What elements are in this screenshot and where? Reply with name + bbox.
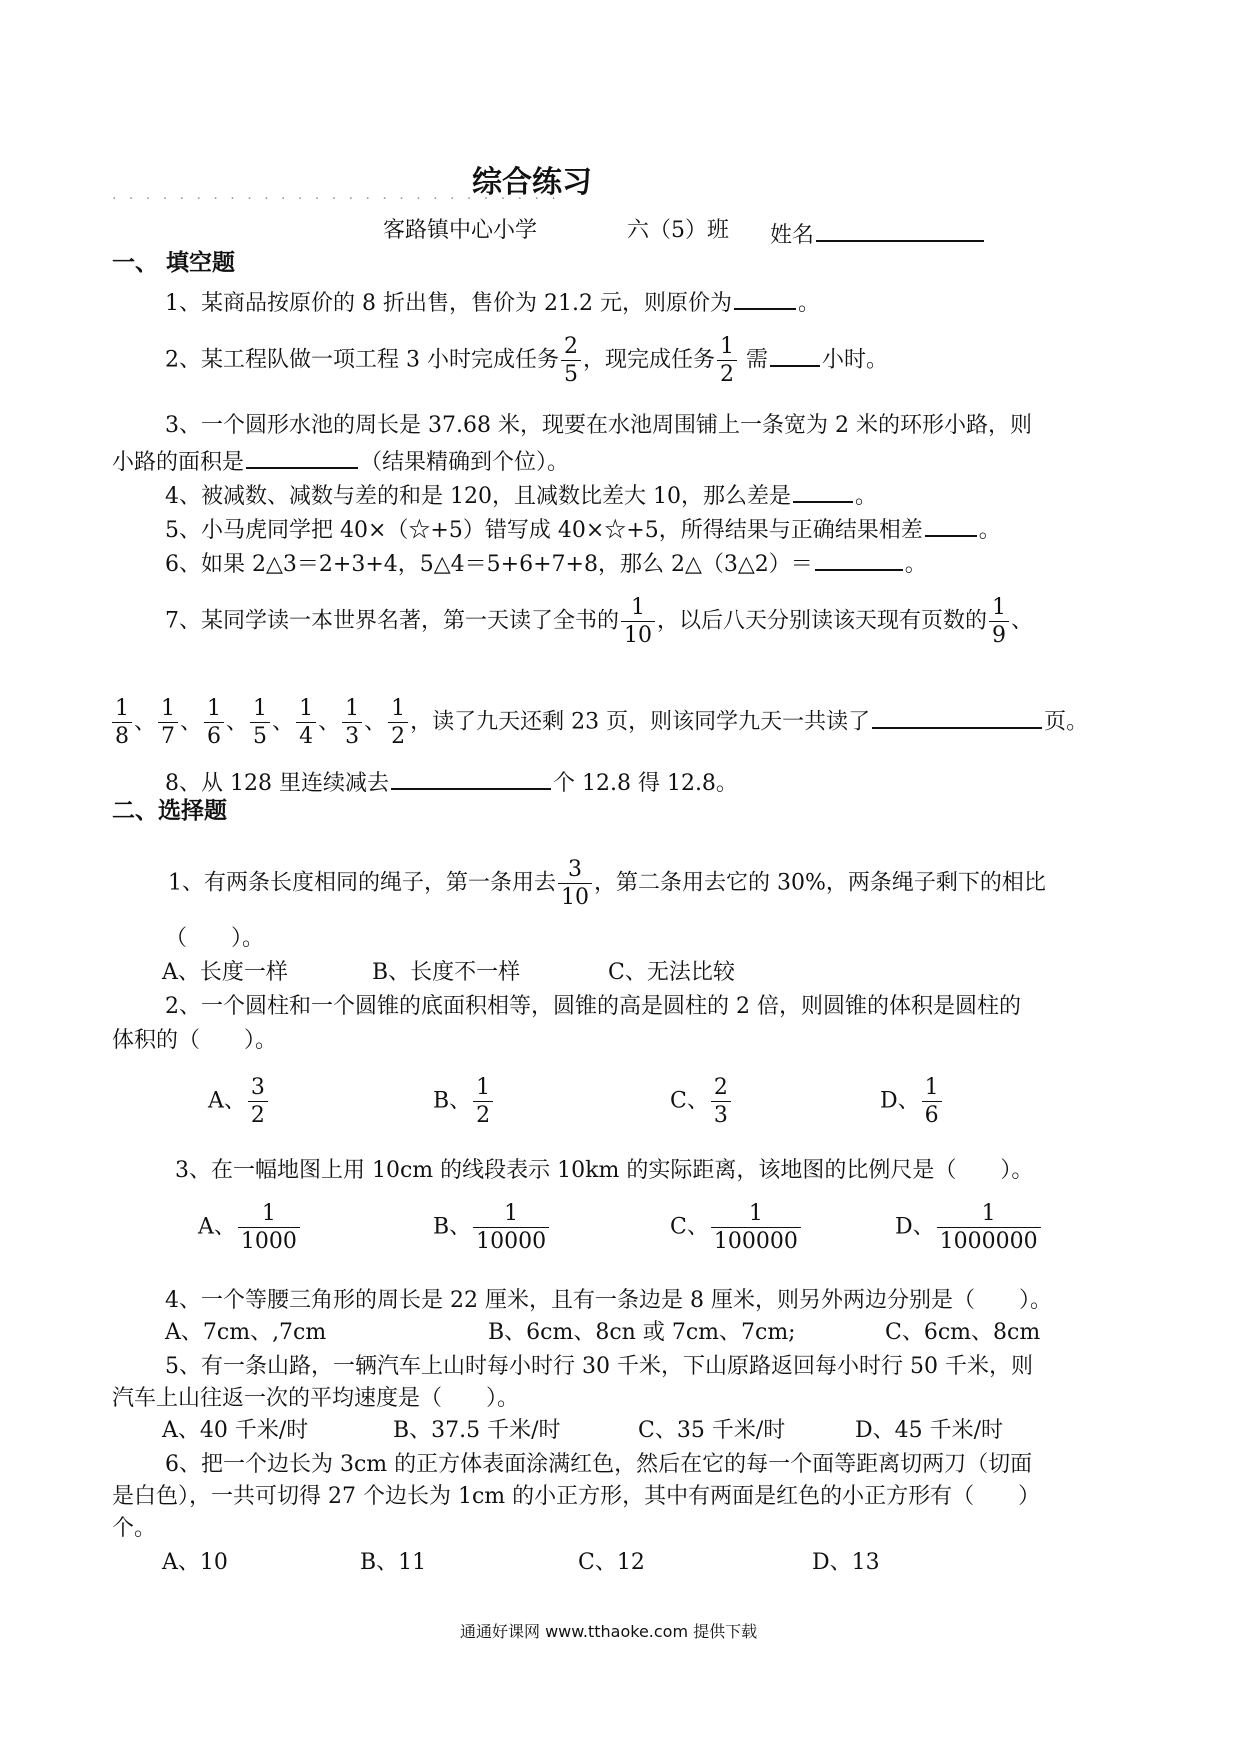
frac-den: 9	[989, 621, 1009, 647]
fill-q8-end: 个 12.8 得 12.8。	[552, 771, 738, 796]
fill-q7-text: 7、某同学读一本世界名著，第一天读了全书的	[165, 608, 619, 634]
frac-num: 1	[253, 696, 268, 721]
fill-q7-blank[interactable]	[872, 707, 1042, 729]
frac-num: 1	[115, 696, 129, 721]
fill-q5-end: 。	[978, 518, 1001, 543]
frac-num: 1	[992, 595, 1007, 620]
frac-den: 7	[158, 722, 178, 748]
frac-num: 1	[924, 1075, 939, 1100]
fraction	[248, 1076, 268, 1127]
frac-num: 1	[981, 1201, 996, 1226]
frac-num: 1	[631, 595, 645, 620]
fraction	[388, 697, 408, 748]
fill-q1-text: 1、某商品按原价的 8 折出售，售价为 21.2 元，则原价为	[165, 291, 732, 316]
separator: 、	[180, 709, 203, 735]
separator: 、	[318, 709, 341, 735]
fill-q3-blank[interactable]	[246, 447, 358, 469]
fraction	[204, 697, 224, 748]
choice-q5-line2: 汽车上山往返一次的平均速度是（ ）。	[112, 1386, 520, 1411]
section1-heading: 一、 填空题	[112, 250, 236, 276]
frac-den: 2	[248, 1101, 268, 1127]
frac-num: 1	[720, 334, 734, 359]
choice-q5-line1: 5、有一条山路，一辆汽车上山时每小时行 30 千米，下山原路返回每小时行 50 千米，则	[165, 1354, 1033, 1379]
fraction	[558, 858, 592, 909]
fraction	[296, 697, 316, 748]
fill-q6	[165, 549, 927, 576]
choice-q2-line2: 体积的（ ）。	[112, 1028, 278, 1053]
fill-q8	[165, 768, 738, 795]
choice-q5-option-a[interactable]: A、40 千米/时	[162, 1418, 309, 1443]
choice-q6-option-b[interactable]: B、11	[360, 1550, 427, 1575]
fill-q7-sep: 、	[1011, 608, 1034, 634]
frac-den: 4	[296, 722, 316, 748]
option-label: D、	[895, 1214, 935, 1240]
frac-num: 3	[250, 1075, 265, 1100]
frac-den: 2	[717, 360, 737, 386]
fraction-list	[110, 696, 410, 750]
option-label: A、	[198, 1214, 236, 1240]
choice-q3-option-d[interactable]	[895, 1202, 1043, 1253]
fraction	[711, 1076, 731, 1127]
fill-q5-blank[interactable]	[925, 515, 977, 537]
choice-q1-option-b[interactable]: B、长度不一样	[372, 960, 521, 985]
fill-q7-line1	[165, 596, 1033, 647]
frac-den: 10000	[473, 1227, 549, 1253]
choice-q1-option-c[interactable]: C、无法比较	[608, 960, 735, 985]
choice-q2-option-c[interactable]	[670, 1076, 733, 1127]
fill-q2-text: 2、某工程队做一项工程 3 小时完成任务	[165, 347, 559, 373]
frac-num: 1	[161, 696, 176, 721]
fill-q6-text: 6、如果 2△3＝2+3+4，5△4＝5+6+7+8，那么 2△（3△2）＝	[165, 552, 813, 577]
page-title: 综合练习	[472, 165, 592, 200]
option-label: B、	[433, 1214, 472, 1240]
fill-q2-text3: 需	[746, 347, 769, 373]
section2-heading: 二、选择题	[112, 798, 227, 824]
choice-q4-option-a[interactable]: A、7cm、,7cm	[165, 1320, 327, 1345]
choice-q1-text: 1、有两条长度相同的绳子，第一条用去	[168, 870, 556, 896]
fill-q1	[165, 288, 820, 315]
name-blank[interactable]	[816, 220, 984, 242]
choice-q2-option-a[interactable]	[208, 1076, 270, 1127]
fill-q4	[165, 481, 877, 508]
frac-num: 1	[207, 696, 222, 721]
name-label: 姓名	[770, 223, 815, 248]
separator: 、	[226, 709, 249, 735]
frac-den: 6	[204, 722, 224, 748]
fill-q3-line2	[112, 447, 569, 474]
frac-den: 100000	[711, 1227, 801, 1253]
choice-q6-line3: 个。	[112, 1516, 157, 1541]
fraction	[473, 1076, 493, 1127]
frac-den: 3	[711, 1101, 731, 1127]
class-name: 六（5）班	[627, 218, 729, 243]
fraction	[711, 1202, 801, 1253]
fraction	[561, 335, 581, 386]
fill-q4-end: 。	[854, 484, 877, 509]
fill-q3-line1: 3、一个圆形水池的周长是 37.68 米，现要在水池周围铺上一条宽为 2 米的环形小路，则	[165, 413, 1032, 438]
frac-den: 8	[112, 722, 132, 748]
option-label: A、	[208, 1088, 246, 1114]
choice-q6-line2: 是白色），一共可切得 27 个边长为 1cm 的小正方形，其中有两面是红色的小正方形有（ ）	[112, 1484, 1041, 1509]
fill-q1-end: 。	[797, 291, 820, 316]
frac-den: 10	[558, 883, 592, 909]
choice-q3-option-b[interactable]	[433, 1202, 551, 1253]
choice-q5-option-d[interactable]: D、45 千米/时	[855, 1418, 1004, 1443]
choice-q3-option-c[interactable]	[670, 1202, 803, 1253]
fill-q3-text: 小路的面积是	[112, 450, 245, 475]
frac-den: 2	[388, 722, 408, 748]
fill-q7-text2: ，以后八天分别读该天现有页数的	[657, 608, 988, 634]
fill-q5	[165, 515, 1001, 542]
choice-q2-line1: 2、一个圆柱和一个圆锥的底面积相等，圆锥的高是圆柱的 2 倍，则圆锥的体积是圆柱的	[165, 994, 1021, 1019]
fill-q8-text: 8、从 128 里连续减去	[165, 771, 389, 796]
school-name: 客路镇中心小学	[383, 218, 538, 243]
frac-den: 5	[250, 722, 270, 748]
student-name-field[interactable]	[770, 220, 986, 247]
fill-q3-end: （结果精确到个位）。	[360, 450, 570, 475]
separator: 、	[364, 709, 387, 735]
footer-credit: 通通好课网 www.tthaoke.com 提供下载	[460, 1622, 758, 1641]
frac-num: 1	[748, 1201, 763, 1226]
choice-q6-option-c[interactable]: C、12	[578, 1550, 645, 1575]
frac-den: 2	[473, 1101, 493, 1127]
choice-q6-option-d[interactable]: D、13	[812, 1550, 880, 1575]
dotted-rule: . . . . . . . . . . . . . . . . . . . . . . . . . . .	[112, 187, 560, 203]
option-label: C、	[670, 1214, 709, 1240]
frac-num: 2	[563, 334, 578, 359]
frac-num: 3	[568, 857, 582, 882]
choice-q6-line1: 6、把一个边长为 3cm 的正方体表面涂满红色，然后在它的每一个面等距离切两刀（切面	[165, 1452, 1033, 1477]
fill-q6-blank[interactable]	[815, 549, 903, 571]
fraction	[989, 596, 1009, 647]
frac-num: 2	[713, 1075, 728, 1100]
fill-q8-blank[interactable]	[391, 768, 551, 790]
fraction	[238, 1202, 300, 1253]
choice-q2-option-b[interactable]	[433, 1076, 495, 1127]
choice-q1-answer-slot[interactable]: （ ）。	[165, 926, 265, 951]
frac-num: 1	[476, 1075, 491, 1100]
frac-den: 1000000	[937, 1227, 1041, 1253]
choice-q5-option-b[interactable]: B、37.5 千米/时	[393, 1418, 561, 1443]
fraction	[473, 1202, 549, 1253]
frac-num: 1	[261, 1201, 276, 1226]
fill-q7-line2	[110, 697, 1088, 748]
choice-q2-option-d[interactable]	[880, 1076, 944, 1127]
fill-q2-blank[interactable]	[770, 345, 820, 367]
separator: 、	[272, 709, 295, 735]
choice-q4-option-b[interactable]: B、6cm、8cn 或 7cm、7cm;	[488, 1320, 796, 1345]
option-label: C、	[670, 1088, 709, 1114]
fill-q7-end: 页。	[1044, 709, 1089, 735]
frac-num: 1	[345, 696, 360, 721]
choice-q5-option-c[interactable]: C、35 千米/时	[638, 1418, 786, 1443]
choice-q1-option-a[interactable]: A、长度一样	[162, 960, 288, 985]
option-label: D、	[880, 1088, 920, 1114]
choice-q1-text2: ，第二条用去它的 30%，两条绳子剩下的相比	[594, 870, 1046, 896]
fill-q2	[165, 335, 888, 386]
choice-q3-option-a[interactable]	[198, 1202, 302, 1253]
frac-den: 6	[922, 1101, 942, 1127]
fraction	[250, 697, 270, 748]
separator: 、	[134, 709, 157, 735]
fill-q7-text3: ，读了九天还剩 23 页，则该同学九天一共读了	[410, 709, 871, 735]
fill-q2-end: 小时。	[822, 347, 889, 373]
frac-den: 10	[621, 621, 655, 647]
frac-num: 1	[299, 696, 314, 721]
fill-q1-blank[interactable]	[734, 288, 796, 310]
fraction	[621, 596, 655, 647]
choice-q6-option-a[interactable]: A、10	[162, 1550, 228, 1575]
frac-num: 1	[391, 696, 406, 721]
choice-q4-option-c[interactable]: C、6cm、8cm	[885, 1320, 1041, 1345]
fill-q4-text: 4、被减数、减数与差的和是 120，且减数比差大 10，那么差是	[165, 484, 791, 509]
frac-den: 3	[342, 722, 362, 748]
fill-q2-text2: ，现完成任务	[582, 347, 715, 373]
frac-den: 5	[561, 360, 581, 386]
choice-q4-line1: 4、一个等腰三角形的周长是 22 厘米，且有一条边是 8 厘米，则另外两边分别是（ ）。	[165, 1288, 1052, 1313]
frac-den: 1000	[238, 1227, 300, 1253]
fraction	[937, 1202, 1041, 1253]
fraction	[717, 335, 737, 386]
fraction	[922, 1076, 942, 1127]
fraction	[342, 697, 362, 748]
fraction	[158, 697, 178, 748]
fill-q4-blank[interactable]	[793, 481, 853, 503]
frac-num: 1	[504, 1201, 519, 1226]
fill-q6-end: 。	[904, 552, 927, 577]
fraction	[112, 697, 132, 748]
fill-q5-text: 5、小马虎同学把 40×（☆+5）错写成 40×☆+5，所得结果与正确结果相差	[165, 518, 923, 543]
option-label: B、	[433, 1088, 472, 1114]
choice-q1-line1	[168, 858, 1046, 909]
choice-q3-line1: 3、在一幅地图上用 10cm 的线段表示 10km 的实际距离，该地图的比例尺是（ ）。	[175, 1158, 1034, 1183]
